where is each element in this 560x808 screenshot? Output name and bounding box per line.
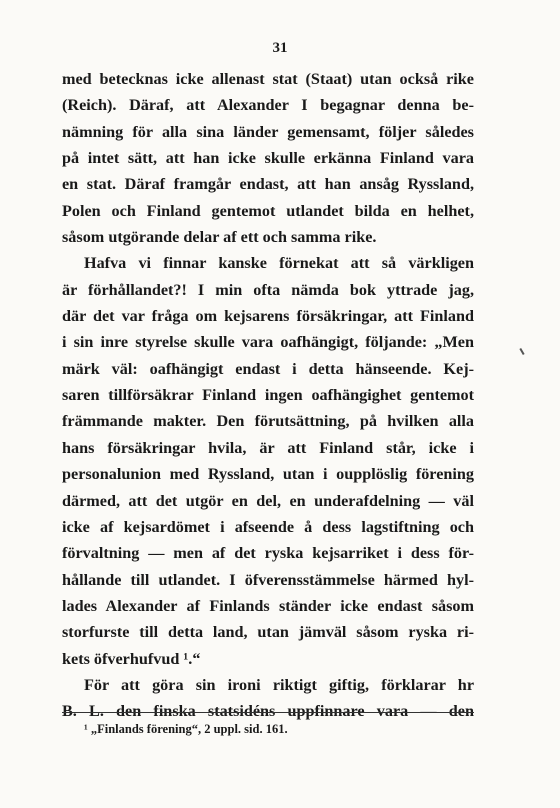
text-line: främmande makter. Den förutsättning, på hvilken alla xyxy=(62,412,474,431)
text-line: förvaltning — men af det ryska kejsarriket i dess för- xyxy=(62,544,474,563)
text-line: i sin inre styrelse skulle vara oafhängigt, följande: „Men xyxy=(62,333,474,352)
text-line: där det var fråga om kejsarens försäkringar, att Finland xyxy=(62,307,474,326)
page-number: 31 xyxy=(272,40,288,56)
text-line: För att göra sin ironi riktigt giftig, förklarar hr xyxy=(84,675,474,694)
text-line: märk väl: oafhängigt endast i detta hänseende. Kej- xyxy=(62,359,474,378)
text-line: därmed, att det utgör en del, en underafdelning — väl xyxy=(62,491,474,510)
text-line: saren tillförsäkrar Finland ingen oafhängighet gentemot xyxy=(62,386,474,405)
text-line: på intet sätt, att han icke skulle erkänna Finland vara xyxy=(62,149,474,168)
text-line: B. L. den finska statsidéns uppfinnare vara — den xyxy=(62,702,474,721)
text-line: med betecknas icke allenast stat (Staat) utan också rike xyxy=(62,70,474,88)
text-line: hans försäkringar hvila, är att Finland står, icke i xyxy=(62,438,474,457)
body-text xyxy=(62,66,474,725)
text-line: hållande till utlandet. I öfverensstämmelse härmed hyl- xyxy=(62,570,474,589)
text-line: nämning för alla sina länder gemensamt, följer således xyxy=(62,122,474,141)
footnote: ¹ „Finlands förening“, 2 uppl. sid. 161. xyxy=(84,722,288,736)
text-line: såsom utgörande delar af ett och samma rike. xyxy=(62,228,377,247)
text-line: Polen och Finland gentemot utlandet bilda en helhet, xyxy=(62,201,474,220)
text-line: (Reich). Däraf, att Alexander I begagnar denna be- xyxy=(62,96,474,115)
text-line: en stat. Däraf framgår endast, att han ansåg Ryssland, xyxy=(62,175,474,194)
text-line: icke af kejsardömet i afseende å dess lagstiftning och xyxy=(62,517,474,536)
text-line: storfurste till detta land, utan jämväl såsom ryska ri- xyxy=(62,623,474,642)
text-line: lades Alexander af Finlands ständer icke endast såsom xyxy=(62,596,474,615)
text-line: kets öfverhufvud ¹.“ xyxy=(62,649,201,668)
text-line: är förhållandet?! I min ofta nämda bok yttrade jag, xyxy=(62,280,474,299)
margin-mark xyxy=(519,348,524,355)
footnote-rule xyxy=(62,712,474,713)
text-line: personalunion med Ryssland, utan i oupplöslig förening xyxy=(62,465,474,484)
text-line: Hafva vi finnar kanske förnekat att så värkligen xyxy=(84,254,474,273)
